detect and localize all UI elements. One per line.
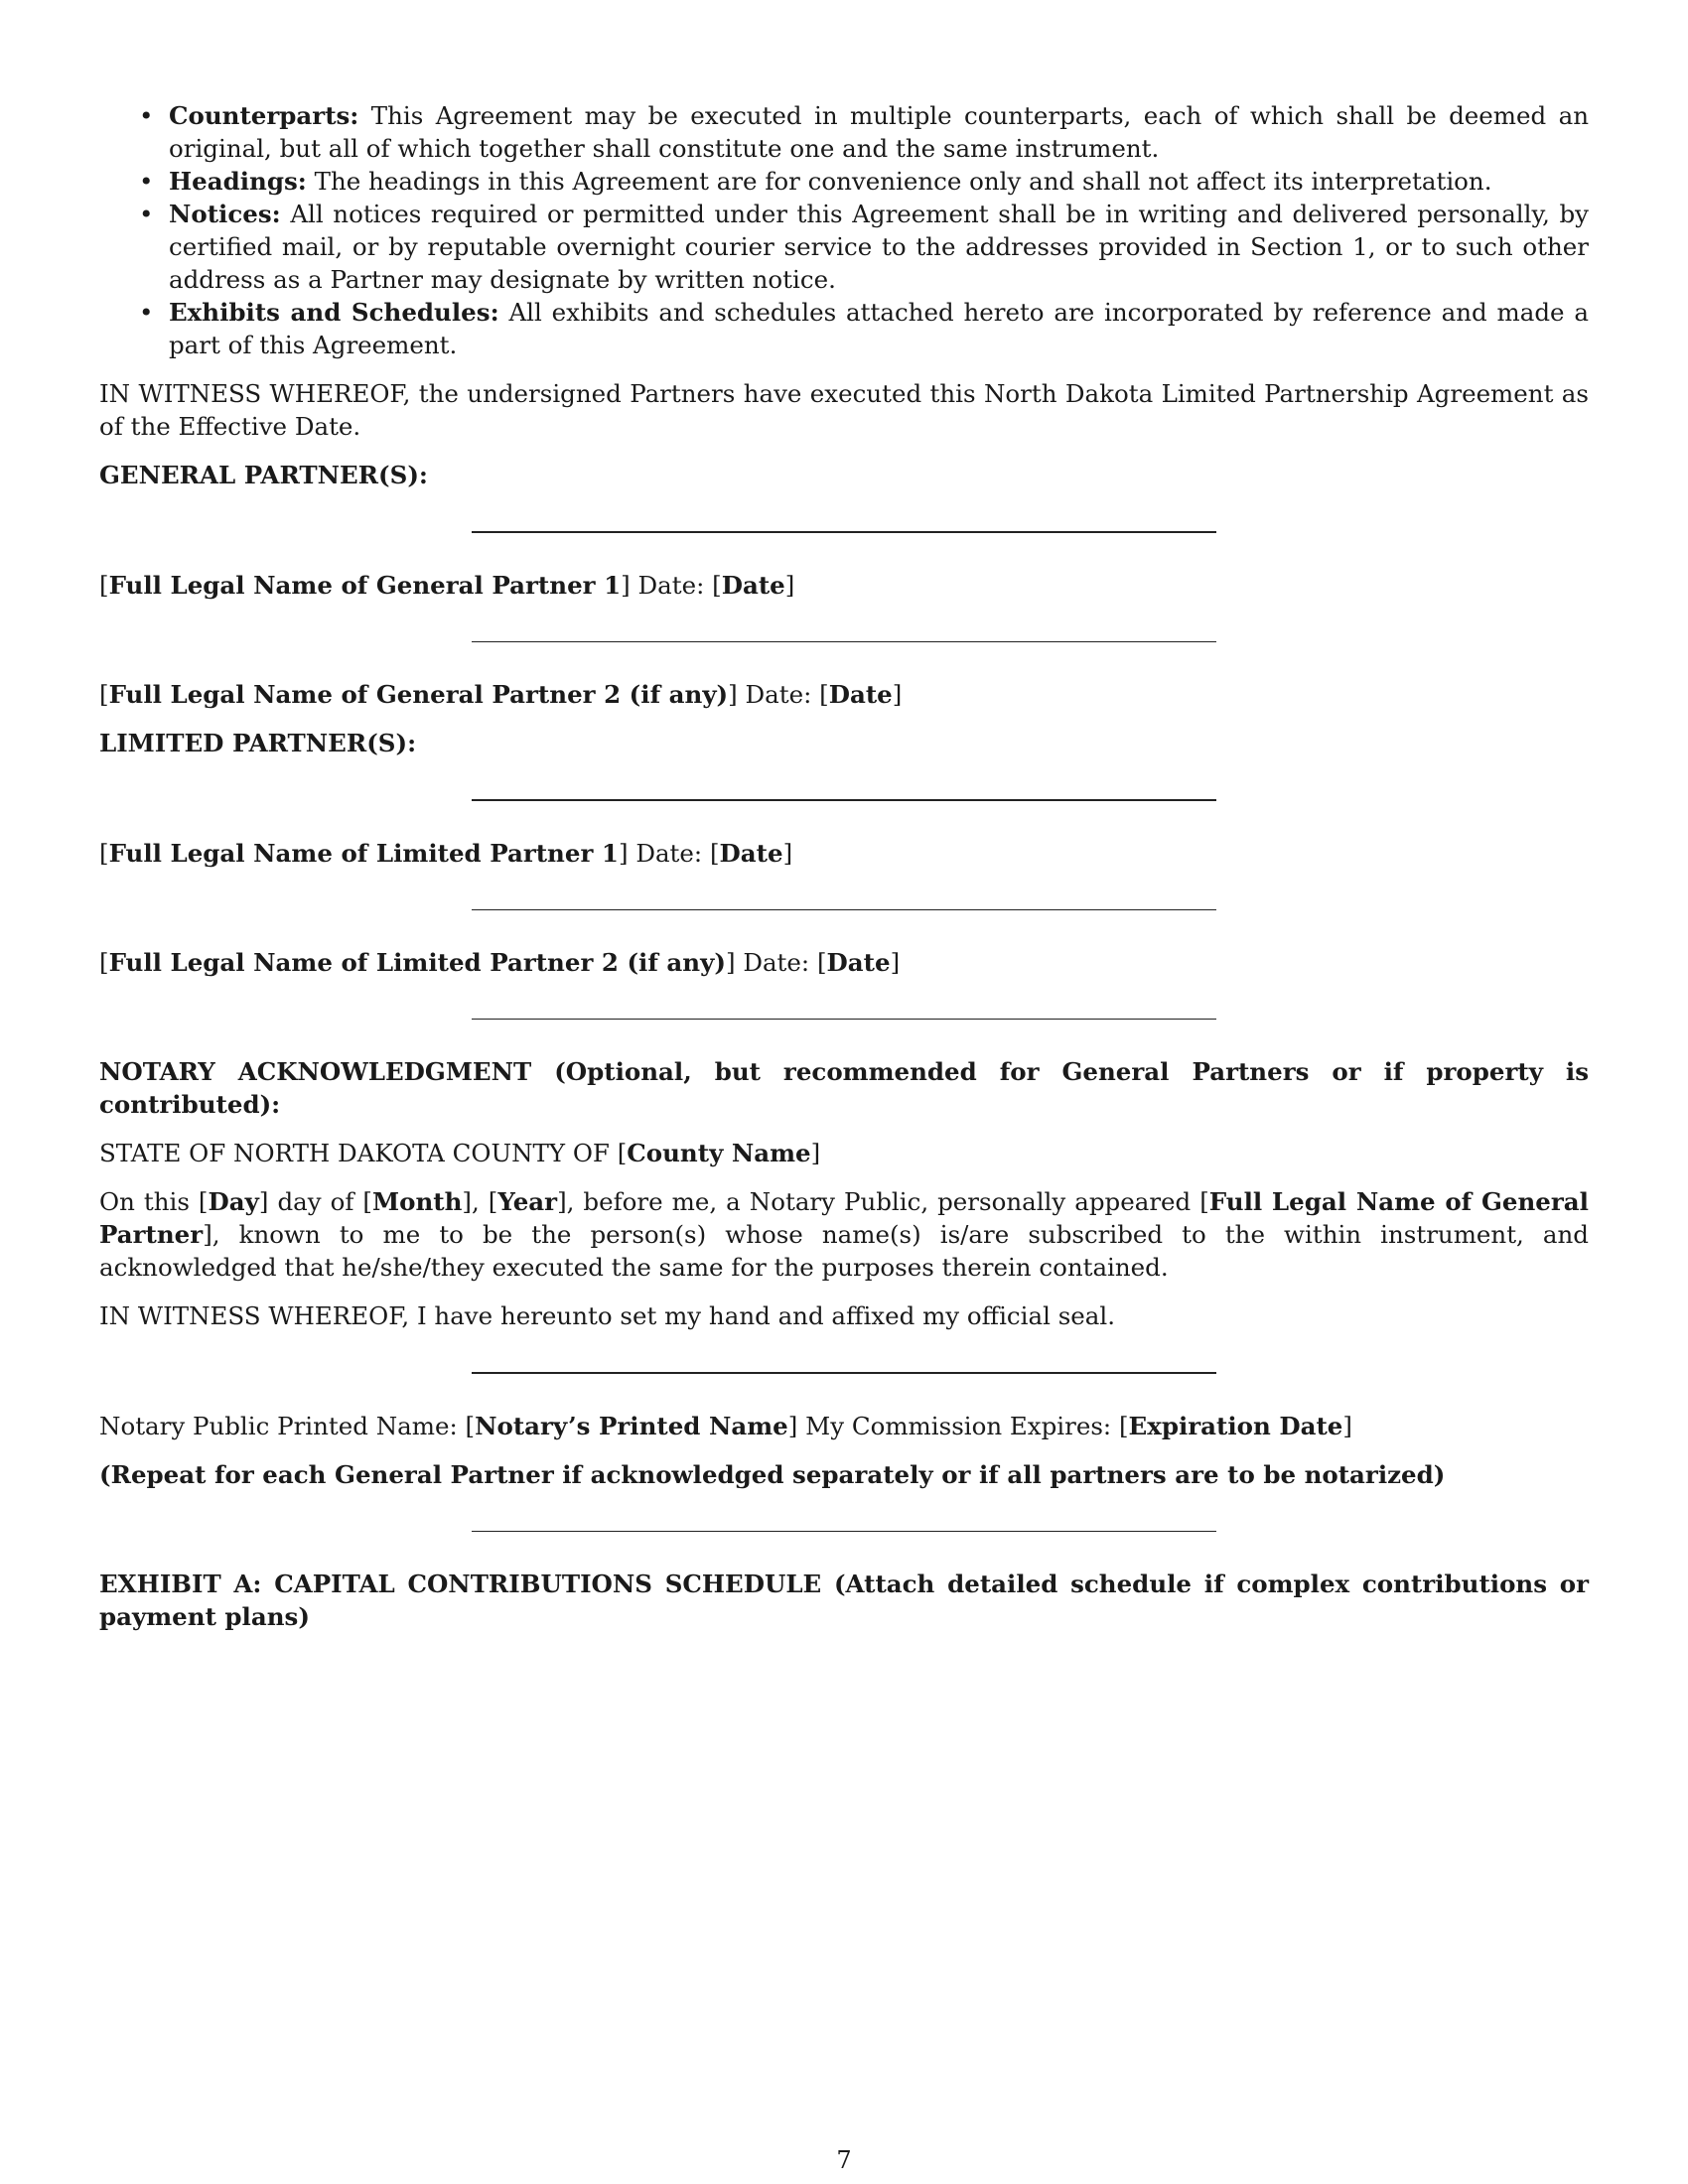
bullet-text: All notices required or permitted under this Agreement shall be in writing and delivered personally, by certified mail, or by reputable overnight courier service to the addresses provided in Section 1, or to such other address as a Partner may designate by written notice. — [169, 200, 1589, 294]
list-item — [169, 198, 1589, 296]
bullet-label: Exhibits and Schedules: — [169, 298, 499, 327]
general-partners-heading: GENERAL PARTNER(S): — [99, 461, 428, 489]
separator-line — [472, 1531, 1216, 1532]
document-page — [99, 99, 1589, 1633]
bullet-label: Headings: — [169, 167, 307, 196]
signature-line-gp1 — [472, 531, 1216, 533]
exhibit-heading: EXHIBIT A: CAPITAL CONTRIBUTIONS SCHEDULE (Attach detailed schedule if complex contributions or payment plans) — [99, 1570, 1589, 1631]
signature-line-lp1 — [472, 799, 1216, 801]
bullet-label: Counterparts: — [169, 101, 359, 130]
list-item — [169, 296, 1589, 361]
gp1-name: Full Legal Name of General Partner 1 — [108, 571, 622, 600]
list-item — [169, 99, 1589, 165]
notary-witness-line: IN WITNESS WHEREOF, I have hereunto set my hand and affixed my official seal. — [99, 1301, 1116, 1330]
gp1-signature-caption: [Full Legal Name of General Partner 1] Date: [Date] — [99, 571, 795, 600]
separator-line — [472, 1019, 1216, 1020]
acknowledgment-paragraph: On this [Day] day of [Month], [Year], before me, a Notary Public, personally appeared [Full Legal Name of General Partner], known to me to be the person(s) whose name(s) is/are subscribed to the within instrument, and acknowledged that he/she/they executed the same for the purposes therein contained. — [99, 1187, 1589, 1282]
provisions-list — [99, 99, 1589, 361]
lp2-name: Full Legal Name of Limited Partner 2 (if any) — [108, 948, 726, 977]
county-name: County Name — [627, 1139, 811, 1167]
page-number: 7 — [836, 2146, 852, 2174]
notary-caption: Notary Public Printed Name: [Notary’s Printed Name] My Commission Expires: [Expiration Date] — [99, 1412, 1352, 1440]
limited-partners-heading: LIMITED PARTNER(S): — [99, 729, 417, 757]
bullet-label: Notices: — [169, 200, 281, 228]
gp2-signature-caption: [Full Legal Name of General Partner 2 (if any)] Date: [Date] — [99, 680, 903, 709]
notary-heading: NOTARY ACKNOWLEDGMENT (Optional, but recommended for General Partners or if property is contributed): — [99, 1057, 1589, 1119]
lp1-signature-caption: [Full Legal Name of Limited Partner 1] Date: [Date] — [99, 839, 793, 868]
lp2-signature-caption: [Full Legal Name of Limited Partner 2 (if any)] Date: [Date] — [99, 948, 901, 977]
repeat-note: (Repeat for each General Partner if acknowledged separately or if all partners are to be notarized) — [99, 1460, 1446, 1489]
bullet-text: This Agreement may be executed in multiple counterparts, each of which shall be deemed an original, but all of which together shall constitute one and the same instrument. — [169, 101, 1589, 163]
notary-signature-line — [472, 1372, 1216, 1374]
lp1-name: Full Legal Name of Limited Partner 1 — [108, 839, 619, 868]
list-item — [169, 165, 1589, 198]
bullet-text: All exhibits and schedules attached hereto are incorporated by reference and made a part of this Agreement. — [169, 298, 1589, 359]
state-county-line: STATE OF NORTH DAKOTA COUNTY OF [County Name] — [99, 1139, 821, 1167]
bullet-text: The headings in this Agreement are for convenience only and shall not affect its interpretation. — [314, 167, 1492, 196]
signature-line-lp2 — [472, 909, 1216, 910]
gp2-name: Full Legal Name of General Partner 2 (if any) — [108, 680, 729, 709]
witness-paragraph: IN WITNESS WHEREOF, the undersigned Partners have executed this North Dakota Limited Partnership Agreement as of the Effective Date. — [99, 379, 1589, 441]
signature-line-gp2 — [472, 641, 1216, 642]
